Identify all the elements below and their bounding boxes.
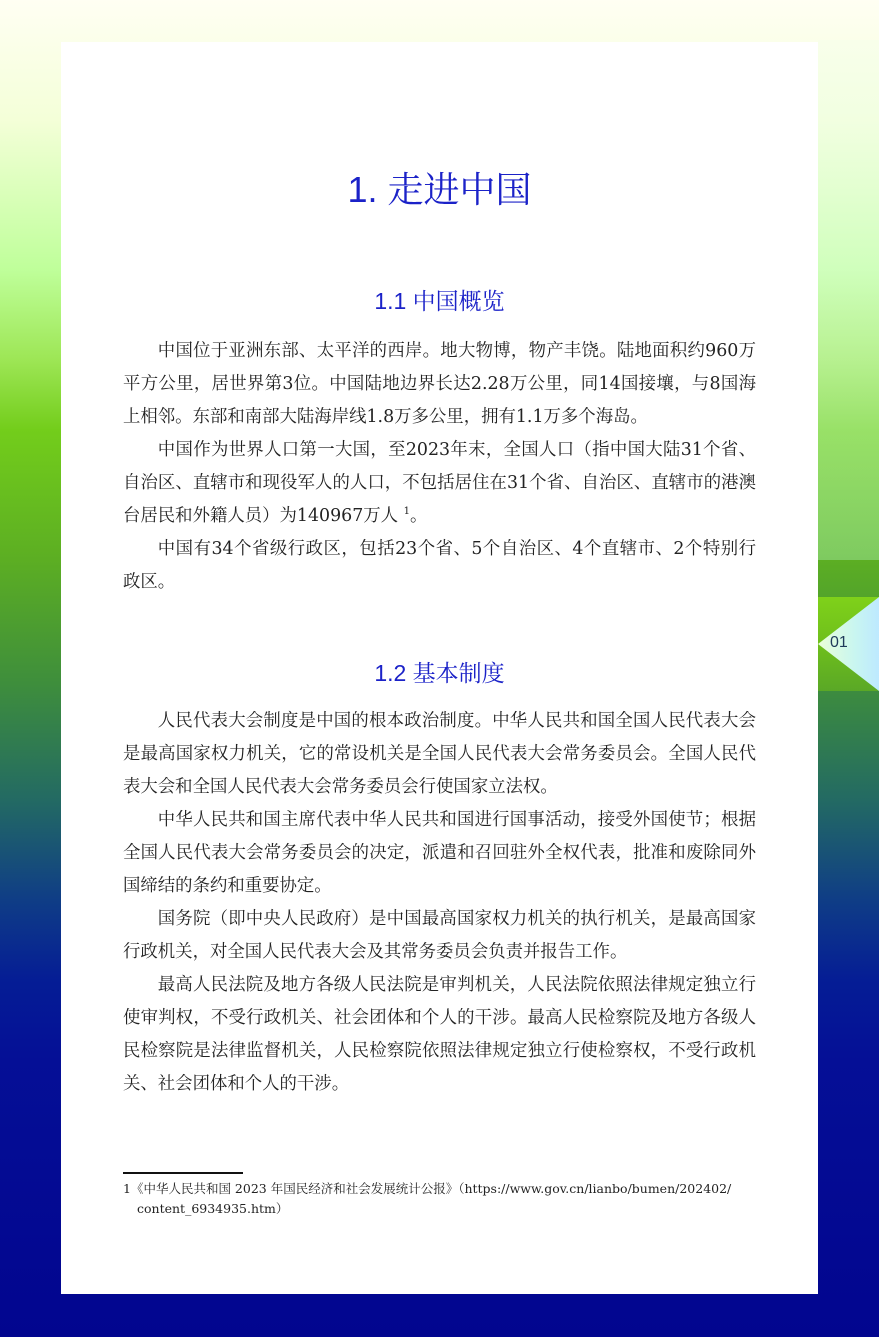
paragraph: 人民代表大会制度是中国的根本政治制度。中华人民共和国全国人民代表大会是最高国家权力机关，它的常设机关是全国人民代表大会常务委员会。全国人民代表大会和全国人民代表大会常务委员会行使国家立法权。 xyxy=(123,711,756,797)
paragraph: 中国位于亚洲东部、太平洋的西岸。地大物博，物产丰饶。陆地面积约960万平方公里，居世界第3位。中国陆地边界长达2.28万公里，同14国接壤，与8国海上相邻。东部和南部大陆海岸线1.8万多公里，拥有1.1万多个海岛。 xyxy=(123,341,756,427)
section-heading-overview: 1.1 中国概览 xyxy=(374,288,505,314)
paragraph-end: 。 xyxy=(409,506,428,526)
paragraph: 国务院（即中央人民政府）是中国最高国家权力机关的执行机关，是最高国家行政机关，对全国人民代表大会及其常务委员会负责并报告工作。 xyxy=(123,909,756,962)
paragraph: 最高人民法院及地方各级人民法院是审判机关，人民法院依照法律规定独立行使审判权，不受行政机关、社会团体和个人的干涉。最高人民检察院及地方各级人民检察院是法律监督机关，人民检察院依照法律规定独立行使检察权，不受行政机关、社会团体和个人的干涉。 xyxy=(123,975,756,1094)
page-number: 01 xyxy=(830,634,848,651)
footnote-reference[interactable]: 1 xyxy=(403,506,410,517)
section-overview-body xyxy=(123,335,756,599)
footnote-divider xyxy=(123,1172,243,1174)
paragraph xyxy=(123,434,756,533)
section-heading-system: 1.2 基本制度 xyxy=(374,660,505,686)
paragraph: 中华人民共和国主席代表中华人民共和国进行国事活动，接受外国使节；根据全国人民代表大会常务委员会的决定，派遣和召回驻外全权代表，批准和废除同外国缔结的条约和重要协定。 xyxy=(123,810,756,896)
paragraph-text: 中国作为世界人口第一大国，至2023年末，全国人口（指中国大陆31个省、自治区、直辖市和现役军人的人口，不包括居住在31个省、自治区、直辖市的港澳台居民和外籍人员）为140967万人 xyxy=(123,440,756,526)
chapter-title: 1. 走进中国 xyxy=(347,169,532,210)
paragraph: 中国有34个省级行政区，包括23个省、5个自治区、4个直辖市、2个特别行政区。 xyxy=(123,539,756,592)
footnote-line: content_6934935.htm） xyxy=(137,1201,289,1216)
footnote-line: 1《中华人民共和国 2023 年国民经济和社会发展统计公报》（https://www.gov.cn/lianbo/bumen/202402/ xyxy=(123,1181,732,1196)
section-system-body xyxy=(123,705,756,1101)
footnote xyxy=(123,1179,743,1219)
